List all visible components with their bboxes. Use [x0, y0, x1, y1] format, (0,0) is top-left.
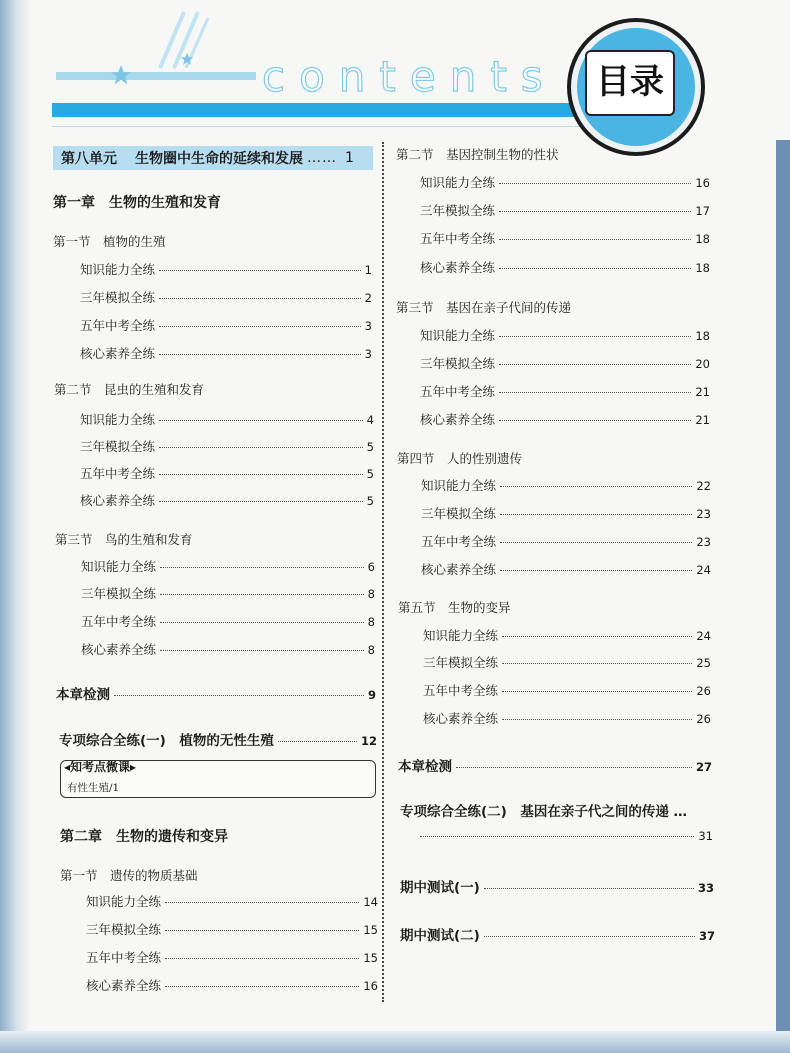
entry-page: 23 — [696, 535, 711, 549]
bottom-band — [0, 1031, 790, 1053]
entry-page: 18 — [695, 232, 710, 246]
entry-page: 24 — [696, 563, 711, 577]
unit-title: 生物圈中生命的延续和发展 — [135, 151, 303, 167]
entry-label: 期中测试(二) — [400, 928, 480, 944]
entry-label: 五年中考全练 — [80, 318, 156, 333]
dot-leader — [499, 239, 691, 240]
dot-leader — [165, 986, 359, 987]
header-bar — [52, 103, 617, 117]
unit-label: 第八单元 — [61, 151, 117, 167]
entry-page: 26 — [696, 684, 711, 698]
entry-label: 知识能力全练 — [80, 412, 156, 427]
entry-page: 1 — [364, 263, 372, 277]
entry-label: 五年中考全练 — [80, 466, 156, 481]
entry-label: 核心素养全练 — [423, 711, 499, 726]
toc-entry[interactable] — [421, 532, 711, 550]
entry-label: 知识能力全练 — [86, 894, 162, 909]
dot-leader — [499, 336, 691, 337]
entry-page: 33 — [697, 881, 714, 895]
toc-entry[interactable] — [420, 258, 710, 276]
unit-leader: …… — [307, 150, 337, 166]
entry-label: 三年模拟全练 — [420, 356, 496, 371]
entry-page: 8 — [367, 615, 375, 629]
toc-entry[interactable] — [80, 344, 372, 362]
toc-entry[interactable] — [423, 653, 711, 671]
entry-label: 五年中考全练 — [423, 683, 499, 698]
toc-entry[interactable] — [420, 173, 710, 191]
unit-heading[interactable] — [53, 146, 373, 170]
dot-leader — [499, 420, 691, 421]
toc-entry[interactable] — [420, 410, 710, 428]
entry-page: 22 — [696, 479, 711, 493]
section-heading[interactable]: 第二节 昆虫的生殖和发育 — [54, 382, 205, 397]
entry-page: 23 — [696, 507, 711, 521]
entry-page: 18 — [695, 329, 710, 343]
entry-page: 3 — [364, 319, 372, 333]
entry-label: 知识能力全练 — [420, 328, 496, 343]
page-title: 目录 — [585, 50, 675, 116]
micro-lesson-link[interactable]: 有性生殖/1 — [67, 782, 120, 794]
dot-leader — [159, 270, 361, 271]
dot-leader — [114, 695, 364, 696]
entry-label: 五年中考全练 — [420, 231, 496, 246]
dot-leader — [160, 567, 364, 568]
entry-page: 3 — [364, 347, 372, 361]
toc-entry[interactable] — [420, 382, 710, 400]
special-practice-entry[interactable] — [59, 729, 377, 749]
dot-leader — [500, 514, 692, 515]
toc-entry[interactable] — [423, 681, 711, 699]
entry-label: 五年中考全练 — [420, 384, 496, 399]
dot-leader — [159, 420, 363, 421]
entry-label: 三年模拟全练 — [420, 203, 496, 218]
toc-entry[interactable] — [80, 464, 374, 482]
entry-label: 期中测试(一) — [400, 880, 480, 896]
toc-entry[interactable] — [81, 612, 375, 630]
toc-entry[interactable] — [80, 260, 372, 278]
entry-page: 21 — [695, 385, 710, 399]
dot-leader — [502, 691, 692, 692]
dot-leader — [159, 326, 361, 327]
entry-page: 15 — [363, 951, 378, 965]
dot-leader — [502, 719, 692, 720]
unit-page: 1 — [345, 150, 354, 166]
entry-page: 21 — [695, 413, 710, 427]
entry-label: 知识能力全练 — [80, 262, 156, 277]
entry-page: 8 — [367, 587, 375, 601]
special-practice-entry[interactable]: 专项综合全练(二) 基因在亲子代之间的传递 … — [400, 804, 688, 820]
entry-page: 9 — [367, 688, 376, 702]
entry-page: 5 — [366, 440, 374, 454]
entry-label: 五年中考全练 — [86, 950, 162, 965]
toc-entry[interactable] — [423, 709, 711, 727]
toc-entry[interactable] — [86, 976, 378, 994]
section-heading[interactable]: 第三节 基因在亲子代间的传递 — [396, 300, 572, 315]
entry-page: 31 — [698, 829, 713, 843]
micro-lesson-label: 知考点微课 — [70, 760, 131, 774]
toc-entry[interactable] — [80, 288, 372, 306]
entry-label: 核心素养全练 — [81, 642, 157, 657]
entry-page: 15 — [363, 923, 378, 937]
entry-page: 26 — [696, 712, 711, 726]
chapter-test-entry[interactable] — [398, 755, 712, 775]
star-icon — [180, 52, 194, 66]
dot-leader — [159, 298, 361, 299]
dot-leader — [420, 836, 694, 837]
entry-label: 核心素养全练 — [420, 412, 496, 427]
dot-leader — [165, 902, 359, 903]
header-stripe — [56, 72, 256, 80]
toc-entry[interactable] — [80, 491, 374, 509]
star-icon — [110, 64, 132, 86]
dot-leader — [159, 354, 361, 355]
entry-label: 三年模拟全练 — [423, 655, 499, 670]
entry-label: 核心素养全练 — [86, 978, 162, 993]
entry-page: 5 — [366, 494, 374, 508]
dot-leader — [165, 958, 359, 959]
entry-page: 2 — [364, 291, 372, 305]
entry-page: 37 — [698, 929, 715, 943]
dot-leader — [500, 570, 692, 571]
toc-entry[interactable] — [421, 476, 711, 494]
toc-entry[interactable] — [86, 920, 378, 938]
dot-leader — [500, 542, 692, 543]
dot-leader — [502, 636, 692, 637]
column-divider — [382, 142, 384, 1002]
toc-entry[interactable] — [421, 504, 711, 522]
entry-label: 三年模拟全练 — [86, 922, 162, 937]
toc-entry[interactable] — [420, 229, 710, 247]
entry-label: 三年模拟全练 — [421, 506, 497, 521]
chapter-heading[interactable]: 第二章 生物的遗传和变异 — [60, 829, 228, 845]
entry-label: 知识能力全练 — [81, 559, 157, 574]
dot-leader — [160, 594, 364, 595]
dot-leader — [499, 183, 691, 184]
slash-decoration-icon — [140, 10, 210, 70]
entry-label: 核心素养全练 — [421, 562, 497, 577]
dot-leader — [160, 622, 364, 623]
midterm-test-entry[interactable] — [400, 924, 715, 944]
toc-entry[interactable] — [423, 626, 711, 644]
chapter-heading[interactable]: 第一章 生物的生殖和发育 — [53, 195, 221, 211]
dot-leader — [159, 447, 363, 448]
entry-page: 20 — [695, 357, 710, 371]
dot-leader — [484, 936, 695, 937]
section-heading[interactable]: 第一节 植物的生殖 — [53, 234, 166, 249]
dot-leader — [502, 663, 692, 664]
dot-leader — [456, 767, 692, 768]
entry-page: 18 — [695, 261, 710, 275]
section-heading[interactable]: 第一节 遗传的物质基础 — [60, 868, 198, 883]
entry-page: 17 — [695, 204, 710, 218]
entry-page: 5 — [366, 467, 374, 481]
toc-entry[interactable] — [80, 410, 374, 428]
dot-leader — [500, 486, 692, 487]
toc-entry[interactable] — [420, 354, 710, 372]
entry-page: 27 — [695, 760, 712, 774]
special-practice-page-row[interactable] — [420, 829, 713, 843]
dot-leader — [160, 650, 364, 651]
entry-page: 6 — [367, 560, 375, 574]
contents-word: contents — [262, 52, 557, 101]
entry-page: 16 — [695, 176, 710, 190]
dot-leader — [159, 474, 363, 475]
entry-label: 五年中考全练 — [421, 534, 497, 549]
entry-label: 本章检测 — [56, 687, 110, 703]
entry-label: 核心素养全练 — [80, 346, 156, 361]
entry-page: 16 — [363, 979, 378, 993]
entry-page: 14 — [363, 895, 378, 909]
book-spine-edge — [0, 0, 28, 1053]
entry-label: 本章检测 — [398, 759, 452, 775]
toc-entry[interactable] — [421, 560, 711, 578]
midterm-test-entry[interactable] — [400, 876, 714, 896]
entry-label: 三年模拟全练 — [80, 290, 156, 305]
micro-lesson-title: ◂知考点微课▸ — [64, 760, 137, 774]
dot-leader — [165, 930, 359, 931]
entry-label: 核心素养全练 — [80, 493, 156, 508]
section-heading[interactable]: 第三节 鸟的生殖和发育 — [55, 532, 193, 547]
dot-leader — [278, 741, 357, 742]
entry-page: 12 — [360, 734, 377, 748]
entry-label: 核心素养全练 — [420, 260, 496, 275]
entry-page: 4 — [366, 413, 374, 427]
entry-page: 8 — [367, 643, 375, 657]
toc-entry[interactable] — [86, 892, 378, 910]
entry-page: 24 — [696, 629, 711, 643]
entry-label: 知识能力全练 — [421, 478, 497, 493]
entry-page: 25 — [696, 656, 711, 670]
dot-leader — [484, 888, 694, 889]
toc-entry[interactable] — [81, 640, 375, 658]
toc-entry[interactable] — [81, 557, 375, 575]
dot-leader — [499, 268, 691, 269]
entry-label: 知识能力全练 — [423, 628, 499, 643]
toc-entry[interactable] — [80, 437, 374, 455]
toc-entry[interactable] — [420, 326, 710, 344]
entry-label: 知识能力全练 — [420, 175, 496, 190]
page-edge — [776, 140, 790, 1053]
toc-entry[interactable] — [86, 948, 378, 966]
entry-label: 专项综合全练(一) 植物的无性生殖 — [59, 733, 274, 749]
entry-label: 三年模拟全练 — [80, 439, 156, 454]
section-heading[interactable]: 第四节 人的性别遗传 — [397, 451, 523, 466]
dot-leader — [499, 392, 691, 393]
toc-entry[interactable] — [81, 584, 375, 602]
section-heading[interactable]: 第五节 生物的变异 — [398, 600, 511, 615]
toc-entry[interactable] — [420, 201, 710, 219]
entry-label: 五年中考全练 — [81, 614, 157, 629]
dot-leader — [499, 211, 691, 212]
entry-label: 三年模拟全练 — [81, 586, 157, 601]
section-heading[interactable]: 第二节 基因控制生物的性状 — [396, 147, 559, 162]
dot-leader — [499, 364, 691, 365]
toc-entry[interactable] — [80, 316, 372, 334]
header-rule — [52, 126, 612, 127]
chapter-test-entry[interactable] — [56, 683, 376, 703]
dot-leader — [159, 501, 363, 502]
